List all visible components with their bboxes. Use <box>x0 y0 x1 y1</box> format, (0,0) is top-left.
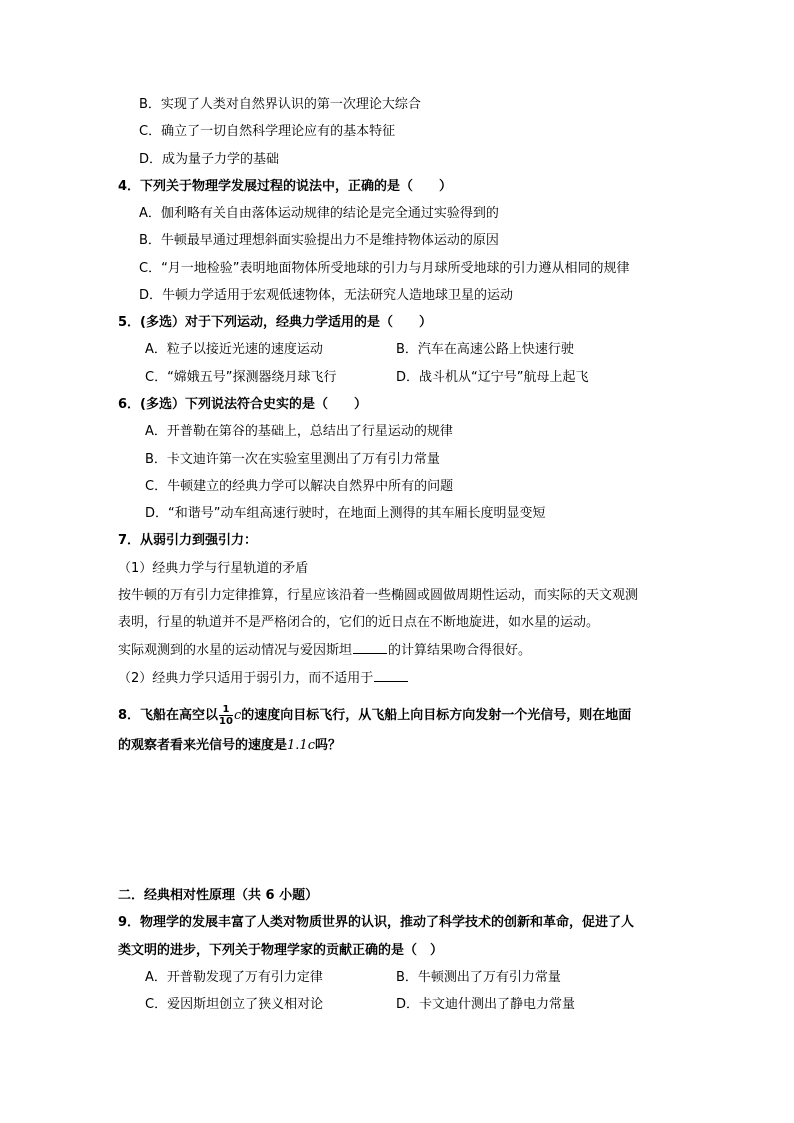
q7-part2-text: （2）经典力学只适用于弱引力，而不适用于 <box>118 671 374 686</box>
q7-text-line3 <box>118 641 531 660</box>
q5-option-c: C．“嫦娥五号”探测器绕月球飞行 <box>145 370 337 385</box>
q8-mid: 的速度向目标飞行，从飞船上向目标方向发射一个光信号，则在地面 <box>241 708 632 723</box>
q8-frac-den: 10 <box>219 716 233 727</box>
q8-var-c: c <box>233 708 242 723</box>
q8-frac-num: 1 <box>219 704 233 716</box>
q8-line2-before: 的观察者看来光信号的速度是 <box>118 738 288 753</box>
q4-option-a: A．伽利略有关自由落体运动规律的结论是完全通过实验得到的 <box>139 206 499 221</box>
q7-part2 <box>118 669 409 688</box>
q3-option-b: B．实现了人类对自然界认识的第一次理论大综合 <box>139 97 421 112</box>
q4-option-b: B．牛顿最早通过理想斜面实验提出力不是维持物体运动的原因 <box>139 233 499 248</box>
q5-option-d: D．战斗机从“辽宁号”航母上起飞 <box>396 370 589 385</box>
q7-text-line1: 按牛顿的万有引力定律推算，行星应该沿着一些椭圆或圆做周期性运动，而实际的天文观测 <box>118 588 639 603</box>
q8-fraction <box>219 704 233 727</box>
q8-line2-after: 吗？ <box>314 738 341 753</box>
q4-stem: 4．下列关于物理学发展过程的说法中，正确的是（ ） <box>118 179 453 194</box>
q9-option-a: A．开普勒发现了万有引力定律 <box>145 970 323 985</box>
q6-option-d: D．“和谐号”动车组高速行驶时，在地面上测得的其车厢长度明显变短 <box>145 506 546 521</box>
q7-text3-before: 实际观测到的水星的运动情况与爱因斯坦 <box>118 643 353 658</box>
q7-part1-heading: （1）经典力学与行星轨道的矛盾 <box>118 561 309 576</box>
q8-speed: 1.1c <box>287 738 315 753</box>
q4-option-d: D．牛顿力学适用于宏观低速物体，无法研究人造地球卫星的运动 <box>139 288 514 303</box>
q7-blank-1[interactable] <box>353 641 387 654</box>
q8-line1 <box>118 702 631 730</box>
q7-text3-after: 的计算结果吻合得很好。 <box>388 643 532 658</box>
section2-title: 二．经典相对性原理（共 6 小题） <box>118 888 319 903</box>
q8-line2 <box>118 737 341 755</box>
q9-stem-line2: 类文明的进步，下列关于物理学家的贡献正确的是（ ） <box>118 943 444 958</box>
q7-text-line2: 表明，行星的轨道并不是严格闭合的，它们的近日点在不断地旋进，如水星的运动。 <box>118 615 600 630</box>
q9-option-c: C．爱因斯坦创立了狭义相对论 <box>145 997 324 1012</box>
q6-option-a: A．开普勒在第谷的基础上，总结出了行星运动的规律 <box>145 424 453 439</box>
q7-stem: 7．从弱引力到强引力： <box>118 533 258 548</box>
q8-before: 8．飞船在高空以 <box>118 708 219 723</box>
q6-option-b: B．卡文迪许第一次在实验室里测出了万有引力常量 <box>145 452 440 467</box>
q9-option-b: B．牛顿测出了万有引力常量 <box>396 970 561 985</box>
q6-stem: 6．(多选）下列说法符合史实的是（ ） <box>118 397 367 412</box>
q5-stem: 5．(多选）对于下列运动，经典力学适用的是（ ） <box>118 315 432 330</box>
q3-option-c: C．确立了一切自然科学理论应有的基本特征 <box>139 124 396 139</box>
q5-option-b: B．汽车在高速公路上快速行驶 <box>396 342 574 357</box>
q3-option-d: D．成为量子力学的基础 <box>139 152 280 167</box>
q7-blank-2[interactable] <box>374 669 408 682</box>
q9-option-d: D．卡文迪什测出了静电力常量 <box>396 997 576 1012</box>
q9-stem-line1: 9．物理学的发展丰富了人类对物质世界的认识，推动了科学技术的创新和革命，促进了人 <box>118 915 635 930</box>
q6-option-c: C．牛顿建立的经典力学可以解决自然界中所有的问题 <box>145 479 454 494</box>
q4-option-c: C．“月一地检验”表明地面物体所受地球的引力与月球所受地球的引力遵从相同的规律 <box>139 261 630 276</box>
q5-option-a: A．粒子以接近光速的速度运动 <box>145 342 323 357</box>
